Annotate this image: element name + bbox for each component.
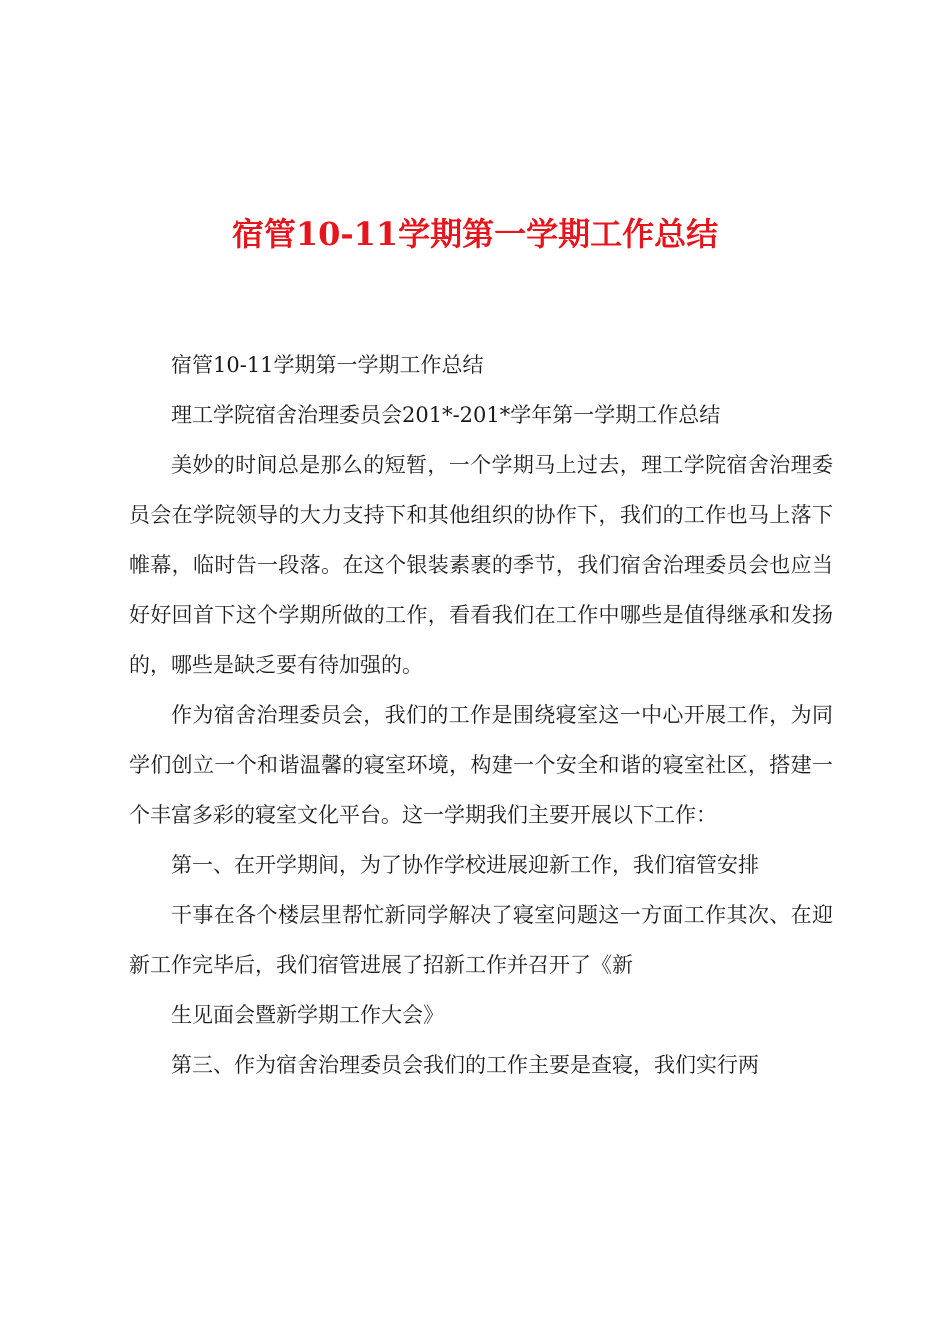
paragraph-item-third: 第三、作为宿舍治理委员会我们的工作主要是查寝，我们实行两 <box>171 1053 759 1077</box>
paragraph-heading: 理工学院宿舍治理委员会201*-201*学年第一学期工作总结 <box>171 403 721 427</box>
paragraph-item-second: 干事在各个楼层里帮忙新同学解决了寝室问题这一方面工作其次、在迎新工作完毕后，我们宿管进展了招新工作并召开了《新 <box>129 903 833 977</box>
paragraph-intro: 美妙的时间总是那么的短暂，一个学期马上过去，理工学院宿舍治理委员会在学院领导的大力支持下和其他组织的协作下，我们的工作也马上落下帷幕，临时告一段落。在这个银装素裹的季节，我们宿舍治理委员会也应当好好回首下这个学期所做的工作，看看我们在工作中哪些是值得继承和发扬的，哪些是缺乏要有待加强的。 <box>129 453 833 677</box>
document-title: 宿管10-11学期第一学期工作总结 <box>231 215 719 253</box>
paragraph-mission: 作为宿舍治理委员会，我们的工作是围绕寝室这一中心开展工作，为同学们创立一个和谐温馨的寝室环境，构建一个安全和谐的寝室社区，搭建一个丰富多彩的寝室文化平台。这一学期我们主要开展以下工作： <box>129 703 833 827</box>
paragraph-item-meeting: 生见面会暨新学期工作大会》 <box>171 1003 444 1027</box>
paragraph-subtitle: 宿管10-11学期第一学期工作总结 <box>171 353 484 377</box>
document-body <box>129 340 833 1090</box>
paragraph-item-first: 第一、在开学期间，为了协作学校进展迎新工作，我们宿管安排 <box>171 853 759 877</box>
